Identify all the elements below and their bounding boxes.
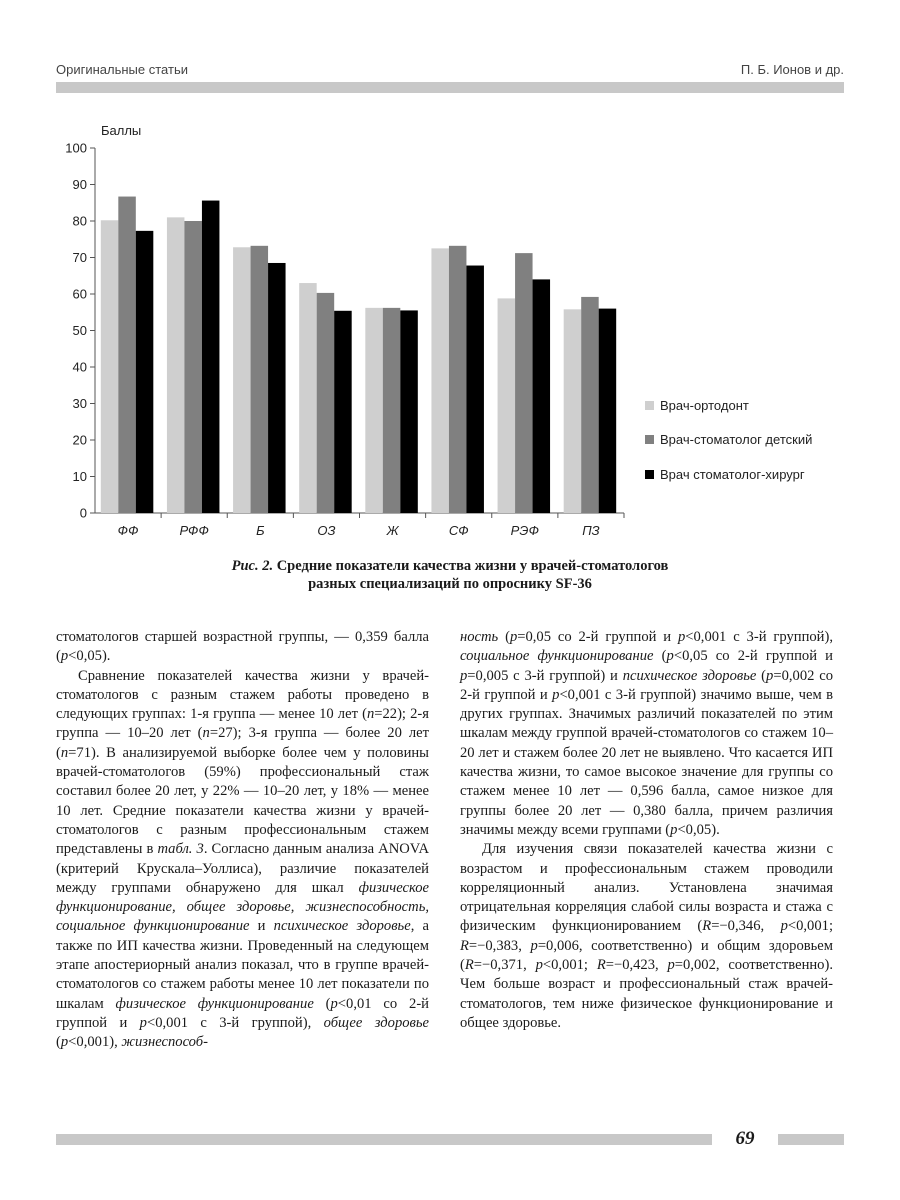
italic-text: p [460,667,468,684]
italic-text: p [330,995,338,1012]
italic-text: R [596,957,606,974]
text-run: <0,05). [677,821,720,838]
text-run: =27); 3-я группа — более 20 лет ( [56,725,429,761]
text-run: =71). В анализируемой выборке более чем у половины врачей-стоматологов (59%) профессиональный стаж составил более 20 лет, у 22% — 10–20 лет, у 18% — менее 10 лет. Средние показатели качества жизни у врачей-стоматологов с разным профессиональным стажем представлены в [56,744,429,858]
section-title: Оригинальные статьи [56,62,188,77]
text-column-right [460,628,833,1033]
italic-text: психическое здоровье [273,918,411,935]
y-tick-label: 50 [72,323,87,338]
text-run: ( [313,995,331,1012]
bar [599,309,617,513]
italic-text: n [202,725,210,742]
text-run: <0,001), [68,1034,122,1051]
italic-text: p [677,629,686,645]
text-run: <0,001; [542,957,597,974]
y-tick-label: 40 [72,359,87,375]
bar [184,221,202,513]
paragraph [460,840,833,1033]
authors: П. Б. Ионов и др. [740,62,844,77]
italic-text: p [780,918,788,935]
y-tick-label: 80 [72,213,87,229]
paragraph [460,628,833,840]
legend-label: Врач стоматолог-хирург [660,467,805,482]
text-run: , а также по ИП качества жизни. Проведенный на следующем этапе апостериорный анализ показал, что в группе врачей-стоматологов со стажем работы менее 10 лет показатели по шкалам [56,918,429,1012]
y-axis-label: Баллы [101,123,142,138]
bar [498,298,516,513]
bar [167,217,185,513]
text-run: <0,001 с 3-й группой) значимо выше, чем в других группах. Значимых различий показателей по этим шкалам между группой врачей-стоматологов со стажем 10–20 лет и стажем более 20 лет не выявлено. Что касается ИП качества жизни, то самое высокое значение для группы со стажем менее 10 лет — 0,596 балла, самое низкое для группы более 20 лет — 0,380 балла, причем различия значимы между всеми группами ( [460,686,833,838]
paragraph [56,628,429,667]
text-run: . Согласно данным анализа ANOVA (критерий Крускала–Уоллиса), различие показателей между группами обнаружено для шкал [56,841,429,896]
caption-lead: Рис. 2. [231,558,274,574]
y-tick-label: 30 [72,396,87,411]
text-run: <0,001; [787,918,833,935]
text-run: =−0,423, [605,957,668,974]
italic-text: p [552,686,560,703]
bar [449,246,467,513]
bar [383,308,401,513]
italic-text: общее здоровье [323,1014,429,1031]
text-run: =0,002 со 2-й группой и [460,667,834,703]
footer-rule-left [56,1134,712,1145]
legend-label: Врач-стоматолог детский [660,432,813,447]
italic-text: p [509,629,518,645]
bar [400,310,418,513]
italic-text: n [60,744,69,761]
text-run: =−0,346, [711,918,781,935]
italic-text: психическое здоровье [622,667,757,684]
text-run: Для изучения связи показателей качества жизни с возрастом и профессиональным стажем проводили корреляционный анализ. Установлена значимая отрицательная корреляция слабой силы возраста и стажа с физическим функционированием ( [460,841,833,935]
y-tick-label: 100 [65,140,87,156]
x-tick-label: РФФ [179,523,209,538]
bar [515,253,533,513]
y-tick-label: 60 [72,286,87,302]
italic-text: p [766,667,774,684]
text-run: стоматологов старшей возрастной группы, — 0,359 балла ( [56,629,429,665]
bar [101,220,119,513]
bar [251,246,269,513]
bar [233,247,251,513]
text-run: =0,002, соответственно). Чем больше возраст и профессиональный стаж врачей-стоматологов, тем ниже физическое функционирование и общее здоровье. [460,957,833,1031]
text-run: =0,006, соответственно) и общим здоровьем ( [460,937,833,974]
paragraph [56,667,429,1053]
italic-text: R [702,918,712,935]
italic-text: p [670,821,678,838]
bar [118,197,136,513]
text-run: ( [56,1034,61,1051]
y-tick-label: 20 [72,432,87,448]
bar [268,263,286,513]
italic-text: p [60,648,69,665]
italic-text: n [366,706,375,723]
bar [533,279,551,513]
footer-rule-right [778,1134,844,1145]
italic-text: p [535,957,543,974]
y-tick-label: 90 [72,177,87,192]
y-tick-label: 70 [72,250,87,265]
running-header [56,62,844,80]
x-tick-label: ОЗ [317,523,336,538]
text-run: ( [498,629,510,645]
bar [317,293,335,513]
legend-label: Врач-ортодонт [660,398,749,413]
x-tick-label: Ж [386,523,399,538]
text-run: =−0,383, [468,937,531,954]
bar [365,308,383,513]
bar [334,311,352,513]
text-column-left [56,628,429,1053]
text-run: =0,05 со 2-й группой и [517,629,678,645]
x-tick-label: РЭФ [510,523,539,538]
text-run: =22); 2-я группа — 10–20 лет ( [56,706,429,742]
figure-caption [56,557,844,593]
italic-text: физическое функционирование, общее здоровье, жизнеспособность, социальное функционирование [56,879,429,935]
caption-line2: разных специализаций по опроснику SF-36 [308,576,592,592]
italic-text: ность [460,629,499,645]
text-run: и [249,918,274,935]
caption-line1: Средние показатели качества жизни у врачей-стоматологов [276,558,669,574]
text-run: <0,01 со 2-й группой и [56,995,429,1031]
italic-text: p [666,648,674,665]
italic-text: табл. 3 [157,841,204,858]
x-tick-label: Б [256,523,265,538]
bar [136,231,154,513]
italic-text: социальное функционирование [460,648,654,665]
italic-text: R [460,937,469,954]
italic-text: жизнеспособ- [121,1034,208,1051]
text-run: ( [653,648,667,665]
header-rule [56,82,844,93]
text-run: Сравнение показателей качества жизни у врачей-стоматологов с разным стажем работы проведено в следующих группах: 1-я группа — менее 10 лет ( [56,667,429,723]
bar [581,297,599,513]
legend-swatch [645,435,654,444]
bar [564,309,582,513]
bar-chart [56,112,856,552]
bar [202,201,220,513]
italic-text: физическое функционирование [115,995,314,1012]
x-tick-label: ФФ [117,523,139,538]
bar [466,266,484,513]
italic-text: p [60,1034,69,1051]
x-tick-label: СФ [448,523,469,538]
italic-text: p [667,957,675,974]
italic-text: p [530,937,538,954]
italic-text: p [139,1014,147,1031]
text-run: <0,05). [68,648,111,665]
italic-text: R [464,957,474,974]
x-tick-label: ПЗ [582,523,600,538]
text-run: <0,001 с 3-й группой), [146,1014,324,1031]
text-run: <0,05 со 2-й группой и [673,648,833,665]
page-number: 69 [735,1128,755,1149]
text-run: =0,005 с 3-й группой) и [467,667,623,684]
text-run: <0,001 с 3-й группой), [685,629,833,645]
y-tick-label: 0 [79,505,87,521]
y-tick-label: 10 [72,469,87,484]
bar [431,248,449,513]
legend-swatch [645,401,654,410]
text-run: ( [756,667,767,684]
text-run: =−0,371, [473,957,536,974]
legend-swatch [645,470,654,479]
bar [299,283,317,513]
